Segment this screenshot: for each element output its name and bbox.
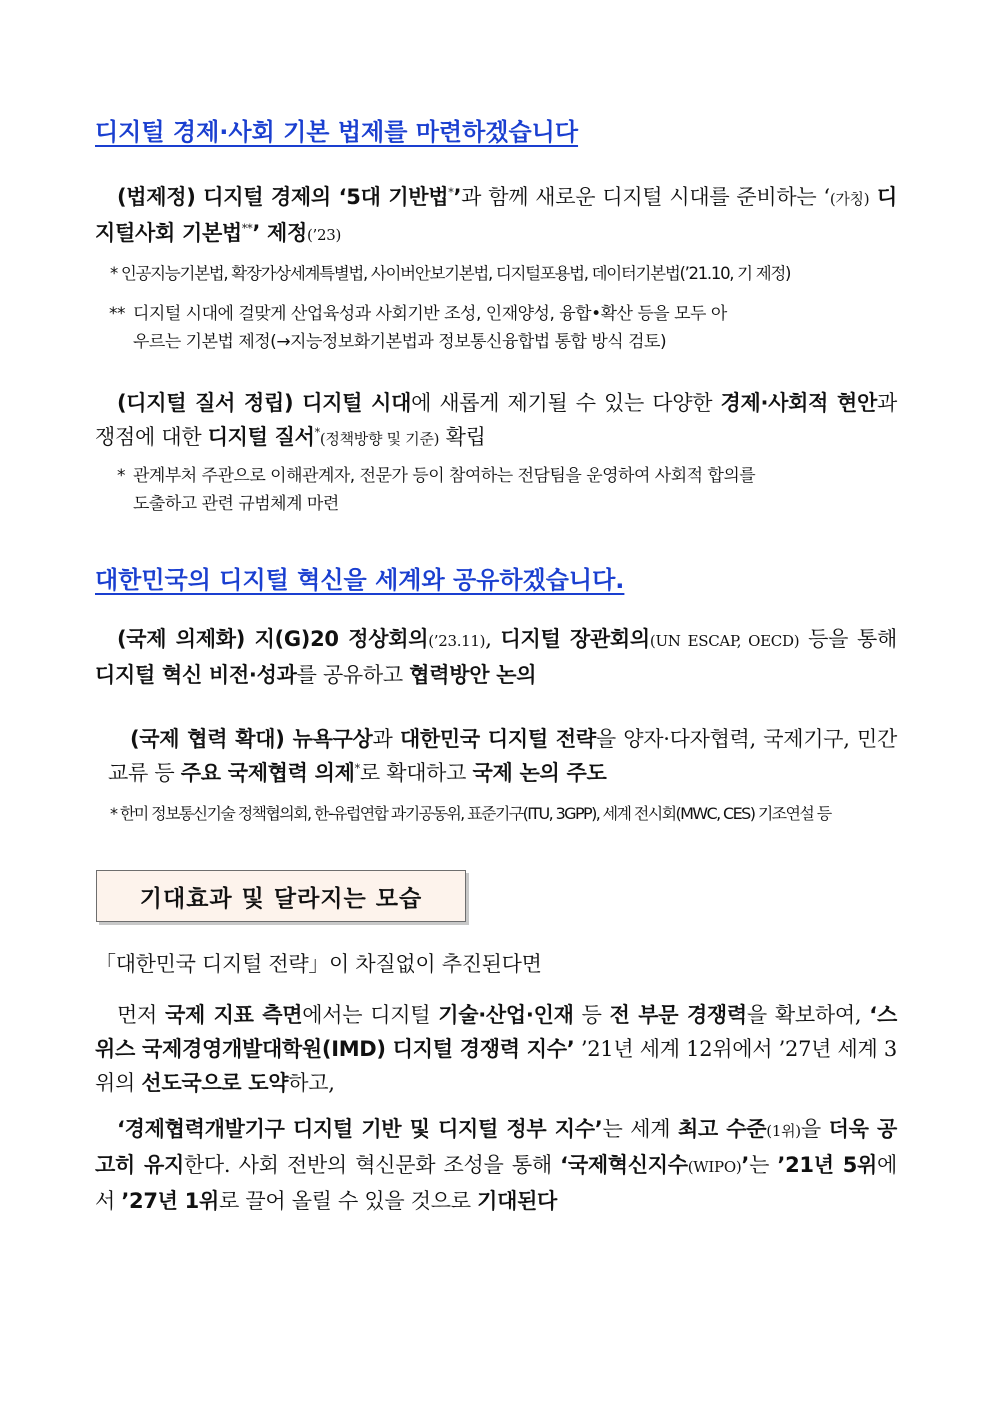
paragraph-oecd-wipo-ranking: ‘경제협력개발기구 디지털 기반 및 디지털 정부 지수’는 세계 최고 수준(1위)을 더욱 공고히 유지한다. 사회 전반의 혁신문화 조성을 통해 ‘국제혁신지수(WIPO)’는 ’21년 5위에서 ’27년 1위로 끌어 올릴 수 있을 것으로 기대된다	[95, 1117, 897, 1213]
expected-effects-title-box	[96, 870, 466, 922]
paragraph-international-cooperation: (국제 협력 확대) 뉴욕구상과 대한민국 디지털 전략을 양자·다자협력, 국제기구, 민간 교류 등 주요 국제협력 의제*로 확대하고 국제 논의 주도	[108, 727, 897, 785]
footnote-basic-law: ** 디지털 시대에 걸맞게 산업육성과 사회기반 조성, 인재양성, 융합•확산 등을 모두 아 우르는 기본법 제정(→지능정보화기본법과 정보통신융합법 통합 방식 검토)	[109, 304, 727, 352]
paragraph-imd-ranking: 먼저 국제 지표 측면에서는 디지털 기술·산업·인재 등 전 부문 경쟁력을 확보하여, ‘스위스 국제경영개발대학원(IMD) 디지털 경쟁력 지수’ ’21년 세계 12위에서 ’27년 세계 3위의 선도국으로 도약하고,	[95, 1003, 897, 1095]
paragraph-if-implemented: 「대한민국 디지털 전략」이 차질없이 추진된다면	[95, 952, 542, 976]
footnote-cooperation-channels: * 한미 정보통신기술 정책협의회, 한-유럽연합 과기공동위, 표준기구(ITU, 3GPP), 세계 전시회(MWC, CES) 기조연설 등	[110, 804, 831, 823]
paragraph-digital-order: (디지털 질서 정립) 디지털 시대에 새롭게 제기될 수 있는 다양한 경제·사회적 현안과 쟁점에 대한 디지털 질서*(정책방향 및 기준) 확립	[95, 391, 898, 449]
paragraph-international-agenda: (국제 의제화) 지(G)20 정상회의(’23.11), 디지털 장관회의(UN ESCAP, OECD) 등을 통해 디지털 혁신 비전·성과를 공유하고 협력방안 논의	[95, 627, 897, 687]
expected-effects-title: 기대효과 및 달라지는 모습	[139, 885, 423, 912]
footnote-five-laws: * 인공지능기본법, 확장가상세계특별법, 사이버안보기본법, 디지털포용법, 데이터기본법(’21.10, 기 제정)	[110, 264, 791, 283]
paragraph-legislation: (법제정) 디지털 경제의 ‘5대 기반법*’과 함께 새로운 디지털 시대를 준비하는 ‘(가칭) 디지털사회 기본법**’ 제정(’23)	[95, 185, 897, 245]
footnote-task-force: * 관계부처 주관으로 이해관계자, 전문가 등이 참여하는 전담팀을 운영하여 사회적 합의를 도출하고 관련 규범체계 마련	[117, 466, 756, 514]
section-heading-legal: 디지털 경제·사회 기본 법제를 마련하겠습니다	[95, 118, 579, 146]
section-heading-global: 대한민국의 디지털 혁신을 세계와 공유하겠습니다.	[95, 566, 625, 594]
